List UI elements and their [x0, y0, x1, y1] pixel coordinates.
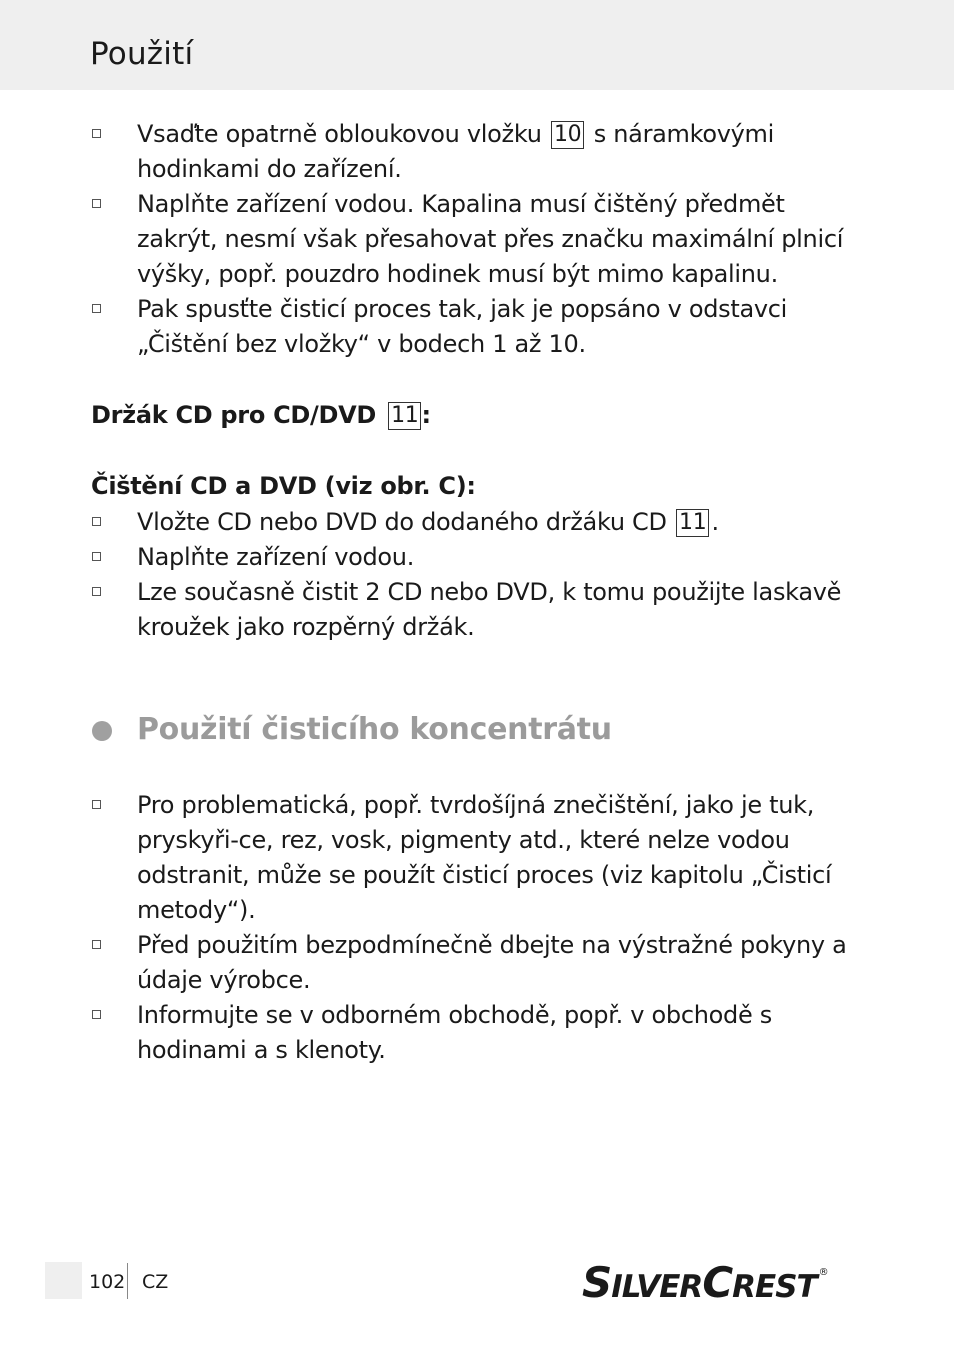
page-title: Použití — [90, 36, 194, 72]
list-item-text: Lze současně čistit 2 CD nebo DVD, k tomu použijte laskavě kroužek jako rozpěrný držák. — [137, 578, 842, 641]
checkbox-bullet-icon — [92, 552, 101, 561]
checkbox-bullet-icon — [92, 800, 101, 809]
list-item-text: Před použitím bezpodmínečně dbejte na výstražné pokyny a údaje výrobce. — [137, 931, 847, 994]
heading-colon: : — [421, 401, 431, 429]
insert-instructions-list — [0, 117, 954, 362]
cd-cleaning-list — [0, 505, 954, 645]
part-reference-badge: 11 — [676, 509, 709, 537]
list-item-text: Informujte se v odborném obchodě, popř. v obchodě s hodinami a s klenoty. — [137, 1001, 772, 1064]
cd-holder-heading — [91, 398, 431, 433]
footer-tab-box — [45, 1262, 82, 1299]
list-item-text: s náramkovými hodinkami do zařízení. — [137, 120, 775, 183]
checkbox-bullet-icon — [92, 304, 101, 313]
checkbox-bullet-icon — [92, 1010, 101, 1019]
cd-cleaning-heading: Čištění CD a DVD (viz obr. C): — [91, 472, 476, 500]
registered-mark: ® — [818, 1267, 828, 1278]
brand-logo-letter: C — [702, 1258, 733, 1307]
list-item-text: . — [711, 508, 719, 536]
brand-logo-letter: S — [582, 1258, 612, 1307]
part-reference-badge: 11 — [388, 402, 421, 430]
footer-divider — [127, 1263, 128, 1299]
checkbox-bullet-icon — [92, 587, 101, 596]
list-item-text: Naplňte zařízení vodou. Kapalina musí čištěný předmět zakrýt, nesmí však přesahovat přes značku maximální plnicí výšky, popř. pouzdro hodinek musí být mimo kapalinu. — [137, 190, 844, 288]
checkbox-bullet-icon — [92, 517, 101, 526]
list-item — [0, 788, 954, 928]
section-bullet-icon — [92, 721, 112, 741]
list-item-text: Naplňte zařízení vodou. — [137, 543, 415, 571]
cd-holder-heading-text: Držák CD pro CD/DVD — [91, 401, 377, 429]
brand-logo-letters: REST — [732, 1269, 817, 1305]
checkbox-bullet-icon — [92, 129, 101, 138]
list-item — [0, 505, 954, 540]
list-item — [0, 117, 954, 187]
concentrate-list — [0, 788, 954, 1068]
list-item — [0, 928, 954, 998]
list-item-text: Pak spusťte čisticí proces tak, jak je popsáno v odstavci „Čištění bez vložky“ v bodech 1 až 10. — [137, 295, 788, 358]
list-item-text: Vložte CD nebo DVD do dodaného držáku CD — [137, 508, 667, 536]
list-item-text: Pro problematická, popř. tvrdošíjná znečištění, jako je tuk, pryskyři-ce, rez, vosk, pigmenty atd., které nelze vodou odstranit, může se použít čisticí proces (viz kapitolu „Čisticí metody“). — [137, 791, 832, 924]
list-item — [0, 187, 954, 292]
brand-logo — [582, 1258, 862, 1308]
list-item — [0, 292, 954, 362]
list-item — [0, 540, 954, 575]
part-reference-badge: 10 — [551, 121, 584, 149]
page-number: 102 — [89, 1271, 126, 1293]
section-heading: Použití čisticího koncentrátu — [137, 712, 612, 747]
language-code: CZ — [142, 1271, 169, 1293]
checkbox-bullet-icon — [92, 940, 101, 949]
checkbox-bullet-icon — [92, 199, 101, 208]
brand-logo-letters: ILVER — [611, 1269, 703, 1305]
list-item — [0, 998, 954, 1068]
list-item — [0, 575, 954, 645]
list-item-text: Vsaďte opatrně obloukovou vložku — [137, 120, 542, 148]
